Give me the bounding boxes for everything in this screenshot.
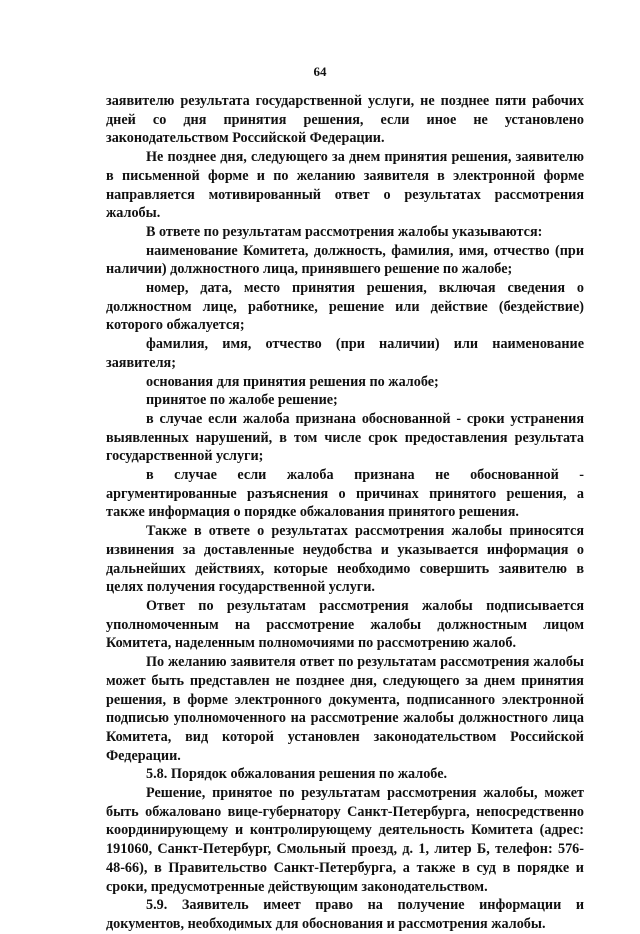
paragraph-apology: Также в ответе о результатах рассмотрения жалобы приносятся извинения за доставленные неудобства и указывается информация о дальнейших действиях, которые необходимо совершить заявителю в целях получения государственной услуги. <box>106 523 584 596</box>
list-item-applicant-name: фамилия, имя, отчество (при наличии) или наименование заявителя; <box>106 336 584 371</box>
section-5-9: 5.9. Заявитель имеет право на получение информации и документов, необходимых для обоснования и рассмотрения жалобы. <box>106 897 584 932</box>
list-item-decision-details: номер, дата, место принятия решения, включая сведения о должностном лице, работнике, решение или действие (бездействие) которого обжалуется; <box>106 280 584 334</box>
list-item-committee-name: наименование Комитета, должность, фамилия, имя, отчество (при наличии) должностного лица, принявшего решение по жалобе; <box>106 242 584 278</box>
list-item-justified: в случае если жалоба признана обоснованной - сроки устранения выявленных нарушений, в том числе срок предоставления результата государственной услуги; <box>106 410 584 465</box>
paragraph-reply-contents: В ответе по результатам рассмотрения жалобы указываются: <box>146 223 543 240</box>
section-5-8-heading: 5.8. Порядок обжалования решения по жалобе. <box>146 766 448 783</box>
list-item-unjustified: в случае если жалоба признана не обоснованной - аргументированные разъяснения о причинах принятого решения, а также информация о порядке обжалования принятого решения. <box>106 467 584 521</box>
paragraph-continuation: заявителю результата государственной услуги, не позднее пяти рабочих дней со дня принятия решения, если иное не установлено законодательством Российской Федерации. <box>106 93 584 147</box>
paragraph-signature: Ответ по результатам рассмотрения жалобы подписывается уполномоченным на рассмотрение жалобы должностным лицом Комитета, наделенным полномочиями по рассмотрению жалоб. <box>106 597 584 652</box>
page-number: 64 <box>313 64 327 79</box>
paragraph-electronic-reply: По желанию заявителя ответ по результатам рассмотрения жалобы может быть представлен не позднее дня, следующего за днем принятия решения, в форме электронного документа, подписанного электронной подписью уполномоченного на рассмотрение жалобы должностного лица Комитета, вид которой установлен законодательством Российской Федерации. <box>106 654 584 764</box>
list-item-decision-grounds: основания для принятия решения по жалобе; <box>146 373 439 390</box>
paragraph-appeal: Решение, принятое по результатам рассмотрения жалобы, может быть обжаловано вице-губернатору Санкт-Петербурга, непосредственно координирующему и контролирующему деятельность Комитета (адрес: 191060, Санкт-Петербург, Смольный проезд, д. 1, литер Б, телефон: 576-48-66), в Правительство Санкт-Петербурга, а также в суд в порядке и сроки, предусмотренные действующим законодательством. <box>106 785 584 895</box>
document-body <box>106 92 584 934</box>
paragraph-reply-notice: Не позднее дня, следующего за днем принятия решения, заявителю в письменной форме и по желанию заявителя в электронной форме направляется мотивированный ответ о результатах рассмотрения жалобы. <box>106 149 584 222</box>
list-item-decision: принятое по жалобе решение; <box>146 392 338 409</box>
